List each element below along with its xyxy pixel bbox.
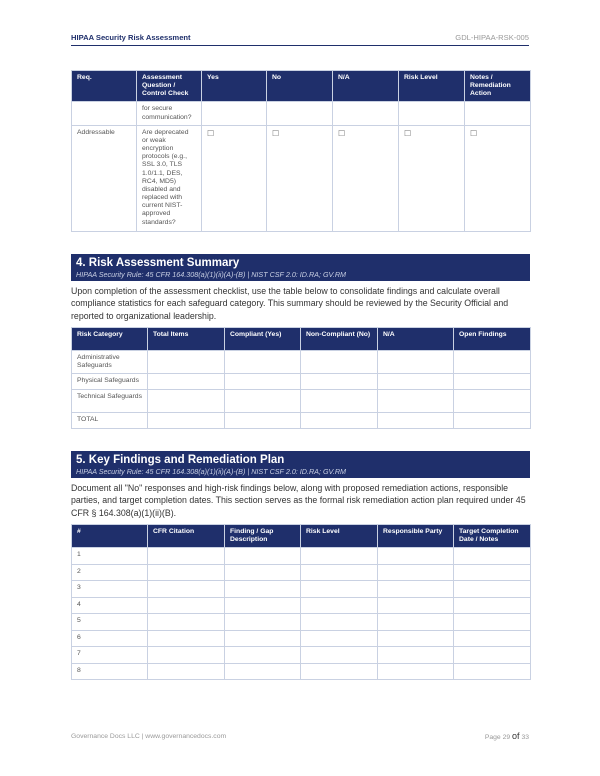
table-row xyxy=(72,564,531,581)
row-number: 8 xyxy=(72,663,148,680)
col-na: N/A xyxy=(378,328,454,351)
page-number xyxy=(485,731,529,741)
col-finding: Finding / Gap Description xyxy=(225,525,301,548)
checkbox-notes[interactable]: ☐ xyxy=(470,128,478,138)
section-4-subtitle: HIPAA Security Rule: 45 CFR 164.308(a)(1)(ii)(A)-(B) | NIST CSF 2.0: ID.RA; GV.RM xyxy=(76,270,346,279)
checkbox-no[interactable]: ☐ xyxy=(272,128,280,138)
table-row xyxy=(72,597,531,614)
col-target-date: Target Completion Date / Notes xyxy=(454,525,531,548)
table-row xyxy=(72,548,531,565)
row-number: 7 xyxy=(72,647,148,664)
table-row xyxy=(72,413,531,429)
table-row xyxy=(72,102,531,125)
section-5-title: 5. Key Findings and Remediation Plan xyxy=(76,454,285,466)
page-of: of xyxy=(512,731,520,741)
table-row xyxy=(72,614,531,631)
col-compliant: Compliant (Yes) xyxy=(225,328,301,351)
table-row xyxy=(72,581,531,598)
checklist-table xyxy=(71,70,531,232)
category-cell: Administrative Safeguards xyxy=(72,351,148,374)
section-5-heading xyxy=(71,451,530,478)
checkbox-na[interactable]: ☐ xyxy=(338,128,346,138)
table-row xyxy=(72,647,531,664)
table-row xyxy=(72,390,531,413)
col-cfr-citation: CFR Citation xyxy=(148,525,225,548)
table-row xyxy=(72,125,531,231)
page-total: 33 xyxy=(521,734,529,741)
findings-table xyxy=(71,524,531,680)
col-total-items: Total Items xyxy=(148,328,225,351)
table-row xyxy=(72,630,531,647)
question-cell: for secure communication? xyxy=(137,102,202,125)
page-footer xyxy=(71,733,529,740)
document-id: GDL-HIPAA-RSK-005 xyxy=(455,33,529,42)
row-number: 5 xyxy=(72,614,148,631)
col-number: # xyxy=(72,525,148,548)
col-open-findings: Open Findings xyxy=(454,328,531,351)
page-label: Page xyxy=(484,734,501,741)
page-header xyxy=(71,31,529,46)
row-number: 4 xyxy=(72,597,148,614)
section-4-title: 4. Risk Assessment Summary xyxy=(76,257,240,269)
category-cell: Physical Safeguards xyxy=(72,374,148,390)
row-number: 1 xyxy=(72,548,148,565)
col-risk-level: Risk Level xyxy=(399,71,465,102)
category-cell: Technical Safeguards xyxy=(72,390,148,413)
row-number: 3 xyxy=(72,581,148,598)
category-cell: TOTAL xyxy=(72,413,148,429)
summary-table xyxy=(71,327,531,429)
row-number: 2 xyxy=(72,564,148,581)
checkbox-yes[interactable]: ☐ xyxy=(207,128,215,138)
col-na: N/A xyxy=(333,71,399,102)
section-4-body: Upon completion of the assessment checklist, use the table below to consolidate findings and calculate overall compliance statistics for each safeguard category. This summary should be reviewed by the Security Official and reported to organizational leadership. xyxy=(71,286,509,321)
col-responsible-party: Responsible Party xyxy=(378,525,454,548)
col-risk-level: Risk Level xyxy=(301,525,378,548)
table-row xyxy=(72,351,531,374)
table-row xyxy=(72,374,531,390)
col-yes: Yes xyxy=(202,71,267,102)
col-question: Assessment Question / Control Check xyxy=(137,71,202,102)
table-row xyxy=(72,663,531,680)
section-4-heading xyxy=(71,254,530,281)
section-5-body: Document all "No" responses and high-risk findings below, along with proposed remediation actions, responsible parties, and target completion dates. This section serves as the formal risk remediation action plan required under 45 CFR § 164.308(a)(1)(ii)(B). xyxy=(71,483,526,518)
col-non-compliant: Non-Compliant (No) xyxy=(301,328,378,351)
col-risk-category: Risk Category xyxy=(72,328,148,351)
req-cell: Addressable xyxy=(72,125,137,231)
col-no: No xyxy=(267,71,333,102)
page-current: 29 xyxy=(502,734,511,741)
section-5-subtitle: HIPAA Security Rule: 45 CFR 164.308(a)(1)(ii)(A)-(B) | NIST CSF 2.0: ID.RA; GV.RM xyxy=(76,467,346,476)
footer-company: Governance Docs LLC | www.governancedocs.com xyxy=(71,733,227,740)
col-req: Req. xyxy=(72,71,137,102)
row-number: 6 xyxy=(72,630,148,647)
document-title: HIPAA Security Risk Assessment xyxy=(71,33,191,42)
col-notes: Notes / Remediation Action xyxy=(465,71,531,102)
checkbox-risk-level[interactable]: ☐ xyxy=(404,128,412,138)
question-cell: Are deprecated or weak encryption protocols (e.g., SSL 3.0, TLS 1.0/1.1, DES, RC4, MD5) disabled and replaced with current NIST-approved standards? xyxy=(137,125,202,231)
